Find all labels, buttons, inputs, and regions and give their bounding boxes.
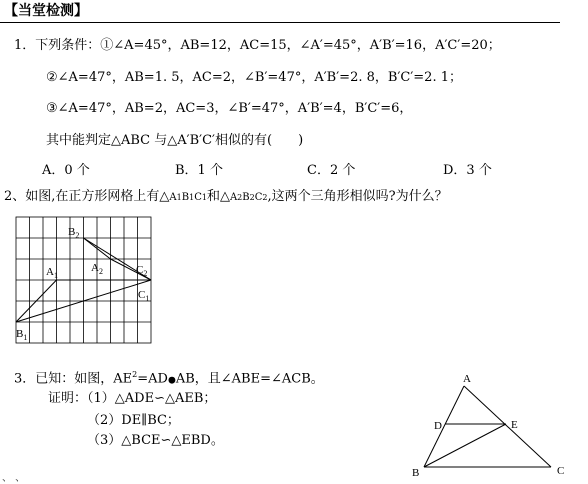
- q2-tri1-a-sub: 1: [176, 193, 182, 202]
- q1-line3: ③∠A=47°，AB=2，AC=3，∠B′=47°，A′B′=4，B′C′=6，: [46, 101, 413, 116]
- q2-tri2-b: B: [242, 192, 250, 203]
- label-b1: $B_1$: [16, 328, 28, 342]
- q1-option-b: B．1 个: [175, 163, 223, 178]
- q3-item-2: （2）DE∥BC；: [87, 413, 180, 428]
- label-b2: $B_2$: [68, 226, 80, 240]
- q2-tri2-c-sub: 2: [262, 193, 268, 202]
- q1-line4: 其中能判定△ABC 与△A′B′C′相似的有( ): [46, 133, 304, 148]
- q2-prefix: 2、如图,在正方形网格上有△: [4, 189, 170, 204]
- q1-option-d: D．3 个: [443, 163, 492, 178]
- q2-suffix: ,这两个三角形相似吗?为什么？: [267, 189, 448, 204]
- label-a1: $A_1$: [46, 266, 58, 280]
- side-ab: [424, 386, 464, 467]
- point-d-label: D: [434, 420, 442, 432]
- q3-item-1: （1）△ADE∽△AEB；: [87, 391, 217, 406]
- q1-line2: ②∠A=47°，AB=1. 5，AC=2，∠B′=47°，A′B′=2. 8，B′C′=2. 1；: [46, 70, 462, 85]
- label-c1: $C_1$: [138, 289, 150, 303]
- q2-tri1-c: C: [194, 192, 202, 203]
- label-c2: $C_2$: [136, 264, 148, 278]
- q3-line1b: =AD: [137, 371, 168, 387]
- q2-tri2-a-sub: 2: [237, 193, 243, 202]
- q1-option-c: C．2 个: [307, 163, 356, 178]
- point-c-label: C: [557, 465, 565, 477]
- q1-option-a: A．0 个: [42, 163, 90, 178]
- q2-tri2-c: C: [254, 192, 263, 203]
- q2-tri1-a: A: [169, 192, 177, 203]
- q3-line1a: 3．已知：如图，AE: [14, 371, 133, 387]
- q2-tri1-b-sub: 1: [189, 193, 195, 202]
- q3-item-3: （3）△BCE∽△EBD。: [87, 433, 224, 448]
- q1-line1: 1．下列条件：①∠A=45°，AB=12，AC=15，∠A′=45°，A′B′=16，A′C′=20；: [14, 38, 501, 53]
- q3-proof-label: 证明：: [48, 391, 88, 406]
- side-ac: [464, 386, 551, 467]
- q3-sup: 2: [132, 370, 138, 379]
- q3-dot: ●: [167, 375, 176, 386]
- q2-tri2-a: A: [229, 192, 238, 203]
- q2-tri1-b: B: [181, 192, 190, 203]
- q2-mid: 和△: [206, 189, 230, 204]
- q2-tri1-c-sub: 1: [201, 193, 207, 202]
- q2-tri2-b-sub: 2: [249, 193, 255, 202]
- label-a2: $A_2$: [91, 262, 103, 276]
- q3-line1c: AB，且∠ABE=∠ACB。: [175, 371, 324, 387]
- point-b-label: B: [412, 467, 420, 479]
- footer-fragment: 、 、: [2, 473, 26, 484]
- section-header: 【当堂检测】: [4, 3, 88, 19]
- point-e-label: E: [511, 419, 518, 431]
- point-a-label: A: [463, 373, 471, 385]
